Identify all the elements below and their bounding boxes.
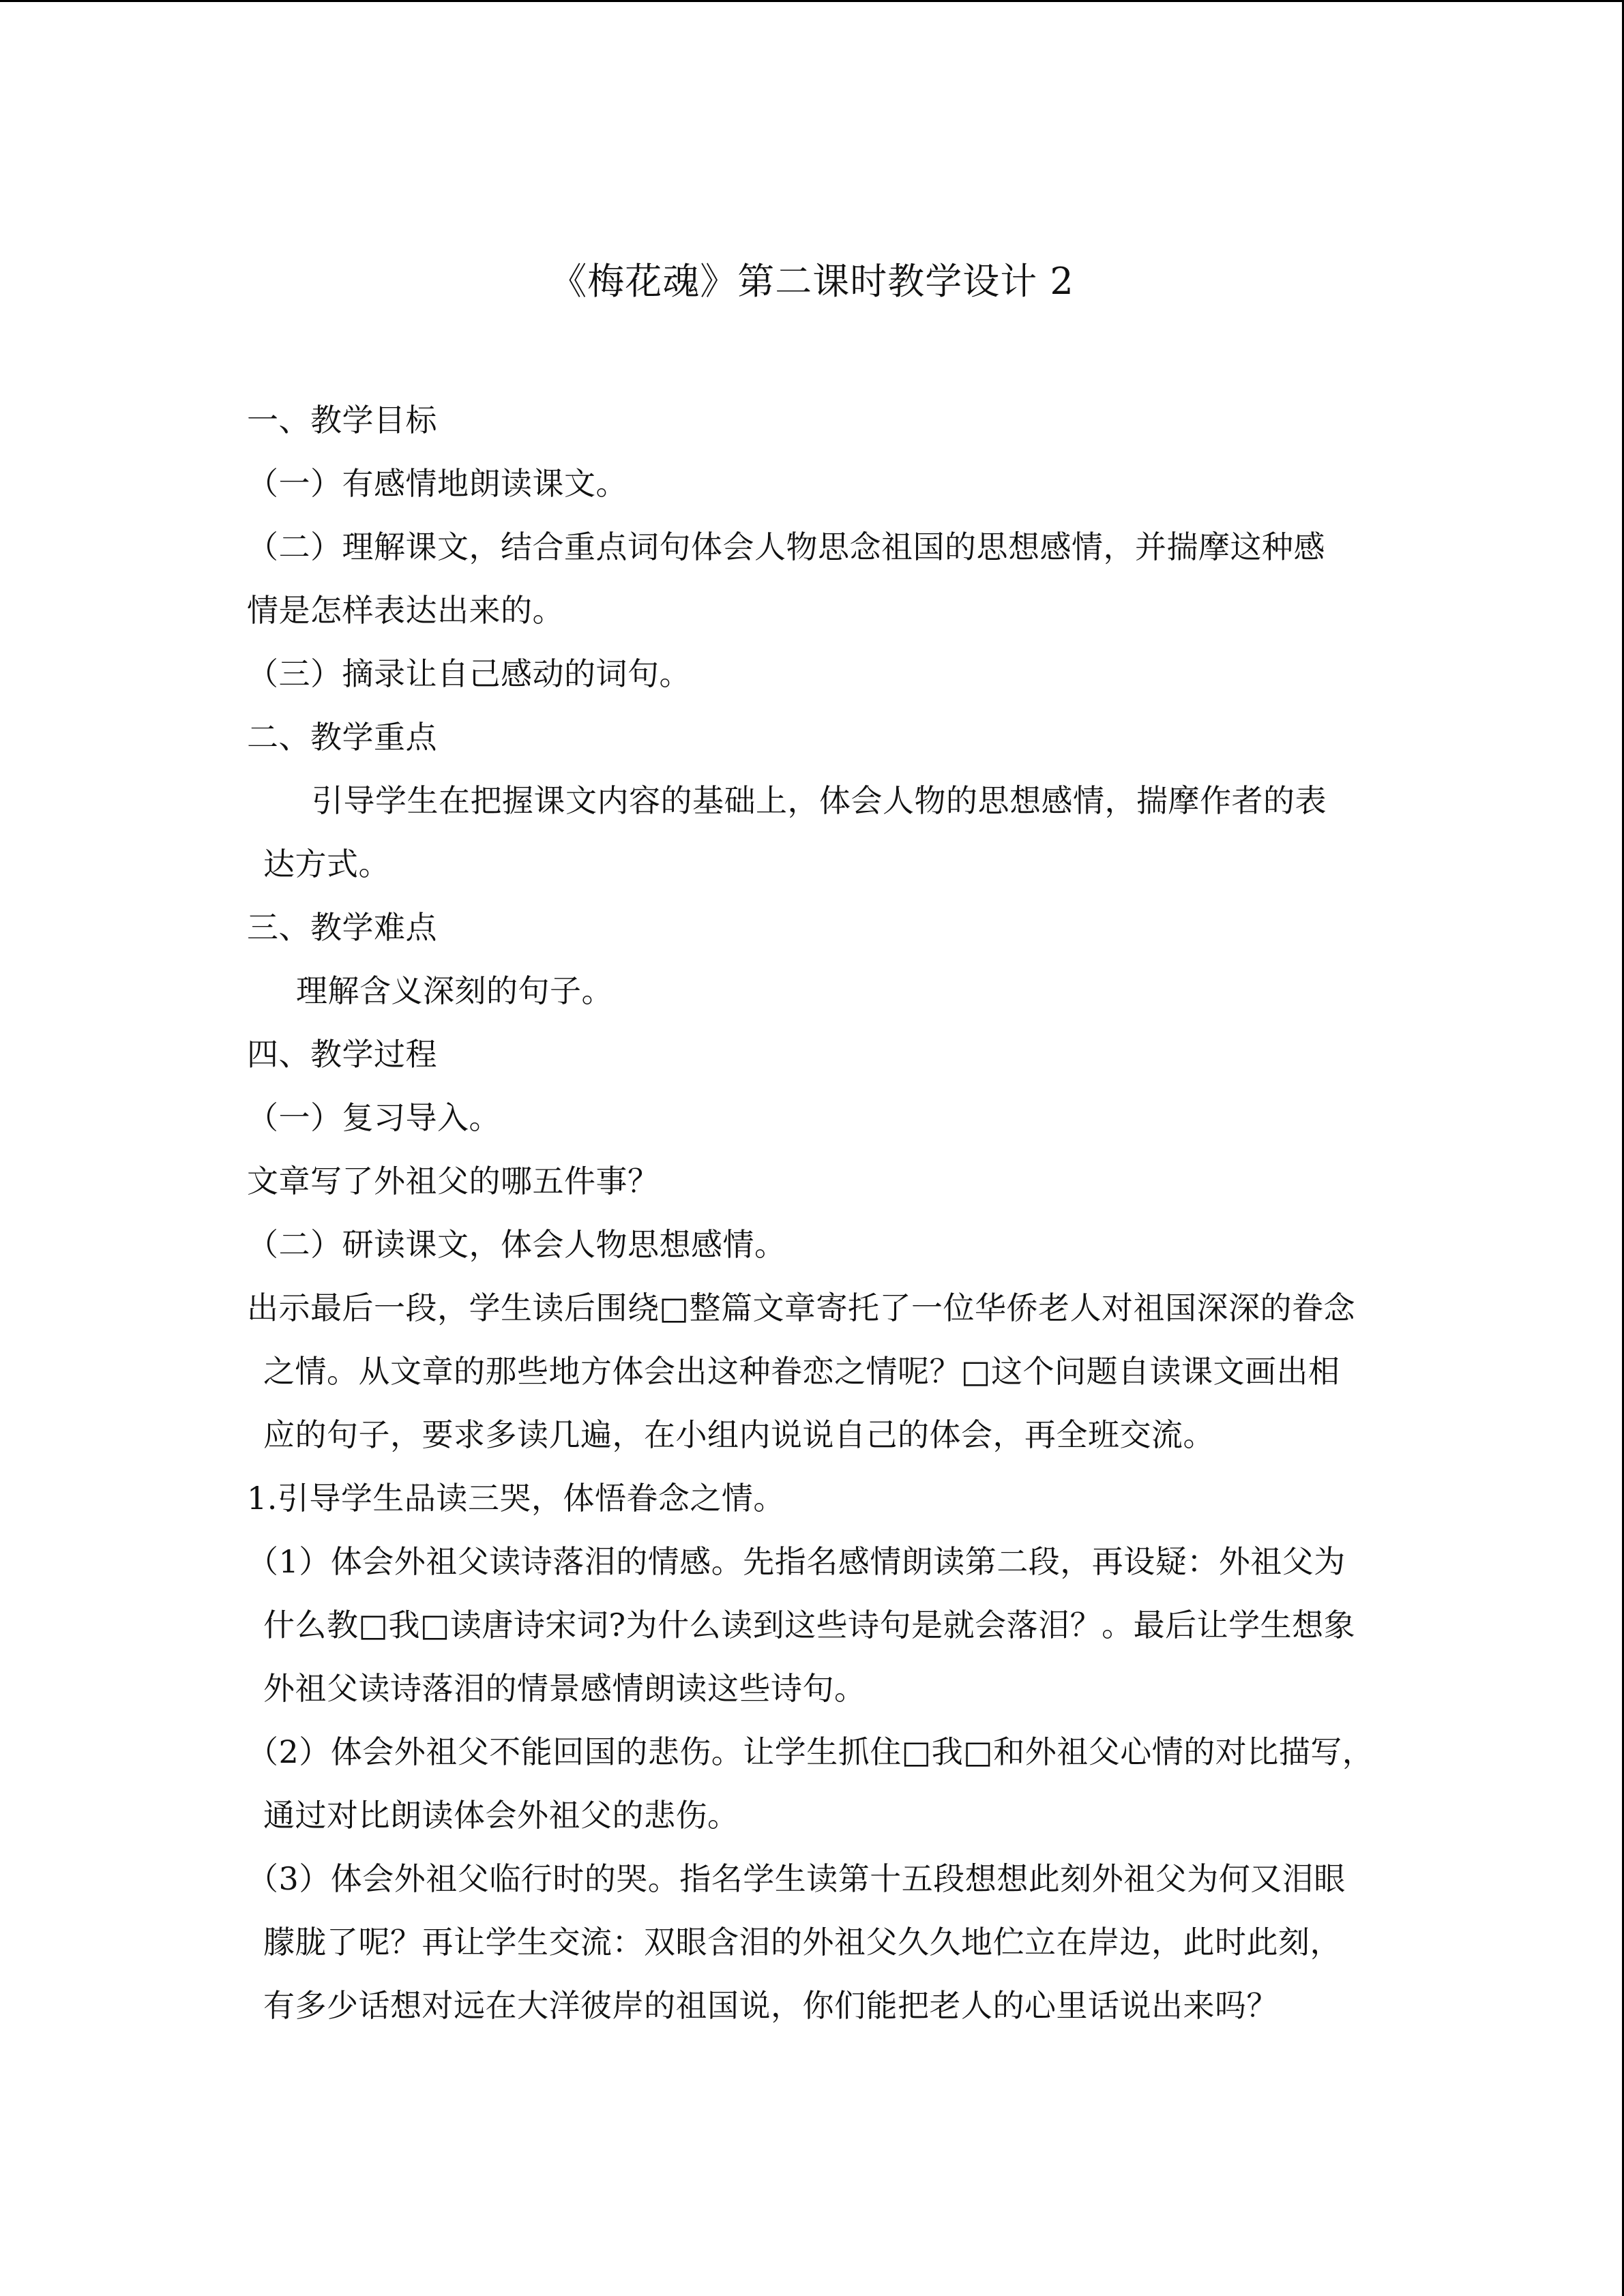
section-heading-key-points: 二、教学重点 (247, 719, 437, 756)
process-step-2-text-cont-1: 之情。从文章的那些地方体会出这种眷恋之情呢？□这个问题自读课文画出相 (263, 1353, 1340, 1390)
process-step-2-text: 出示最后一段，学生读后围绕□整篇文章寄托了一位华侨老人对祖国深深的眷念 (247, 1289, 1355, 1326)
objective-item-2: （二）理解课文，结合重点词句体会人物思念祖国的思想感情，并揣摩这种感 (247, 528, 1325, 565)
process-step-2-text-cont-2: 应的句子，要求多读几遍，在小组内说说自己的体会，再全班交流。 (263, 1416, 1215, 1453)
guide-subitem-3-cont-2: 有多少话想对远在大洋彼岸的祖国说，你们能把老人的心里话说出来吗？ (263, 1987, 1278, 2024)
key-points-text-cont: 达方式。 (263, 846, 390, 882)
objective-item-1: （一）有感情地朗读课文。 (247, 465, 628, 502)
guide-subitem-1-cont-2: 外祖父读诗落泪的情景感情朗读这些诗句。 (263, 1670, 866, 1707)
guide-subitem-1-cont-1: 什么教□我□读唐诗宋词?为什么读到这些诗句是就会落泪？。最后让学生想象 (263, 1607, 1356, 1643)
objective-item-2-cont: 情是怎样表达出来的。 (247, 592, 564, 629)
guide-subitem-2: （2）体会外祖父不能回国的悲伤。让学生抓住□我□和外祖父心情的对比描写， (247, 1733, 1374, 1770)
section-heading-objectives: 一、教学目标 (247, 402, 437, 438)
top-border-rule (0, 0, 1624, 2)
guide-subitem-2-cont: 通过对比朗读体会外祖父的悲伤。 (263, 1797, 739, 1834)
guide-subitem-3: （3）体会外祖父临行时的哭。指名学生读第十五段想想此刻外祖父为何又泪眼 (247, 1860, 1346, 1897)
document-title: 《梅花魂》第二课时教学设计 2 (550, 260, 1074, 303)
process-step-1: （一）复习导入。 (247, 1099, 501, 1136)
guide-subitem-3-cont-1: 朦胧了呢？再让学生交流：双眼含泪的外祖父久久地伫立在岸边，此时此刻， (263, 1924, 1342, 1960)
objective-item-3: （三）摘录让自己感动的词句。 (247, 655, 691, 692)
key-points-text: 引导学生在把握课文内容的基础上，体会人物的思想感情，揣摩作者的表 (312, 782, 1327, 819)
process-step-1-text: 文章写了外祖父的哪五件事？ (247, 1163, 660, 1199)
section-heading-difficulties: 三、教学难点 (247, 909, 437, 946)
difficulties-text: 理解含义深刻的句子。 (296, 972, 613, 1009)
process-step-2: （二）研读课文，体会人物思想感情。 (247, 1226, 786, 1263)
section-heading-process: 四、教学过程 (247, 1036, 437, 1073)
guide-subitem-1: （1）体会外祖父读诗落泪的情感。先指名感情朗读第二段，再设疑：外祖父为 (247, 1543, 1346, 1580)
guide-item-1: 1.引导学生品读三哭，体悟眷念之情。 (247, 1480, 785, 1517)
